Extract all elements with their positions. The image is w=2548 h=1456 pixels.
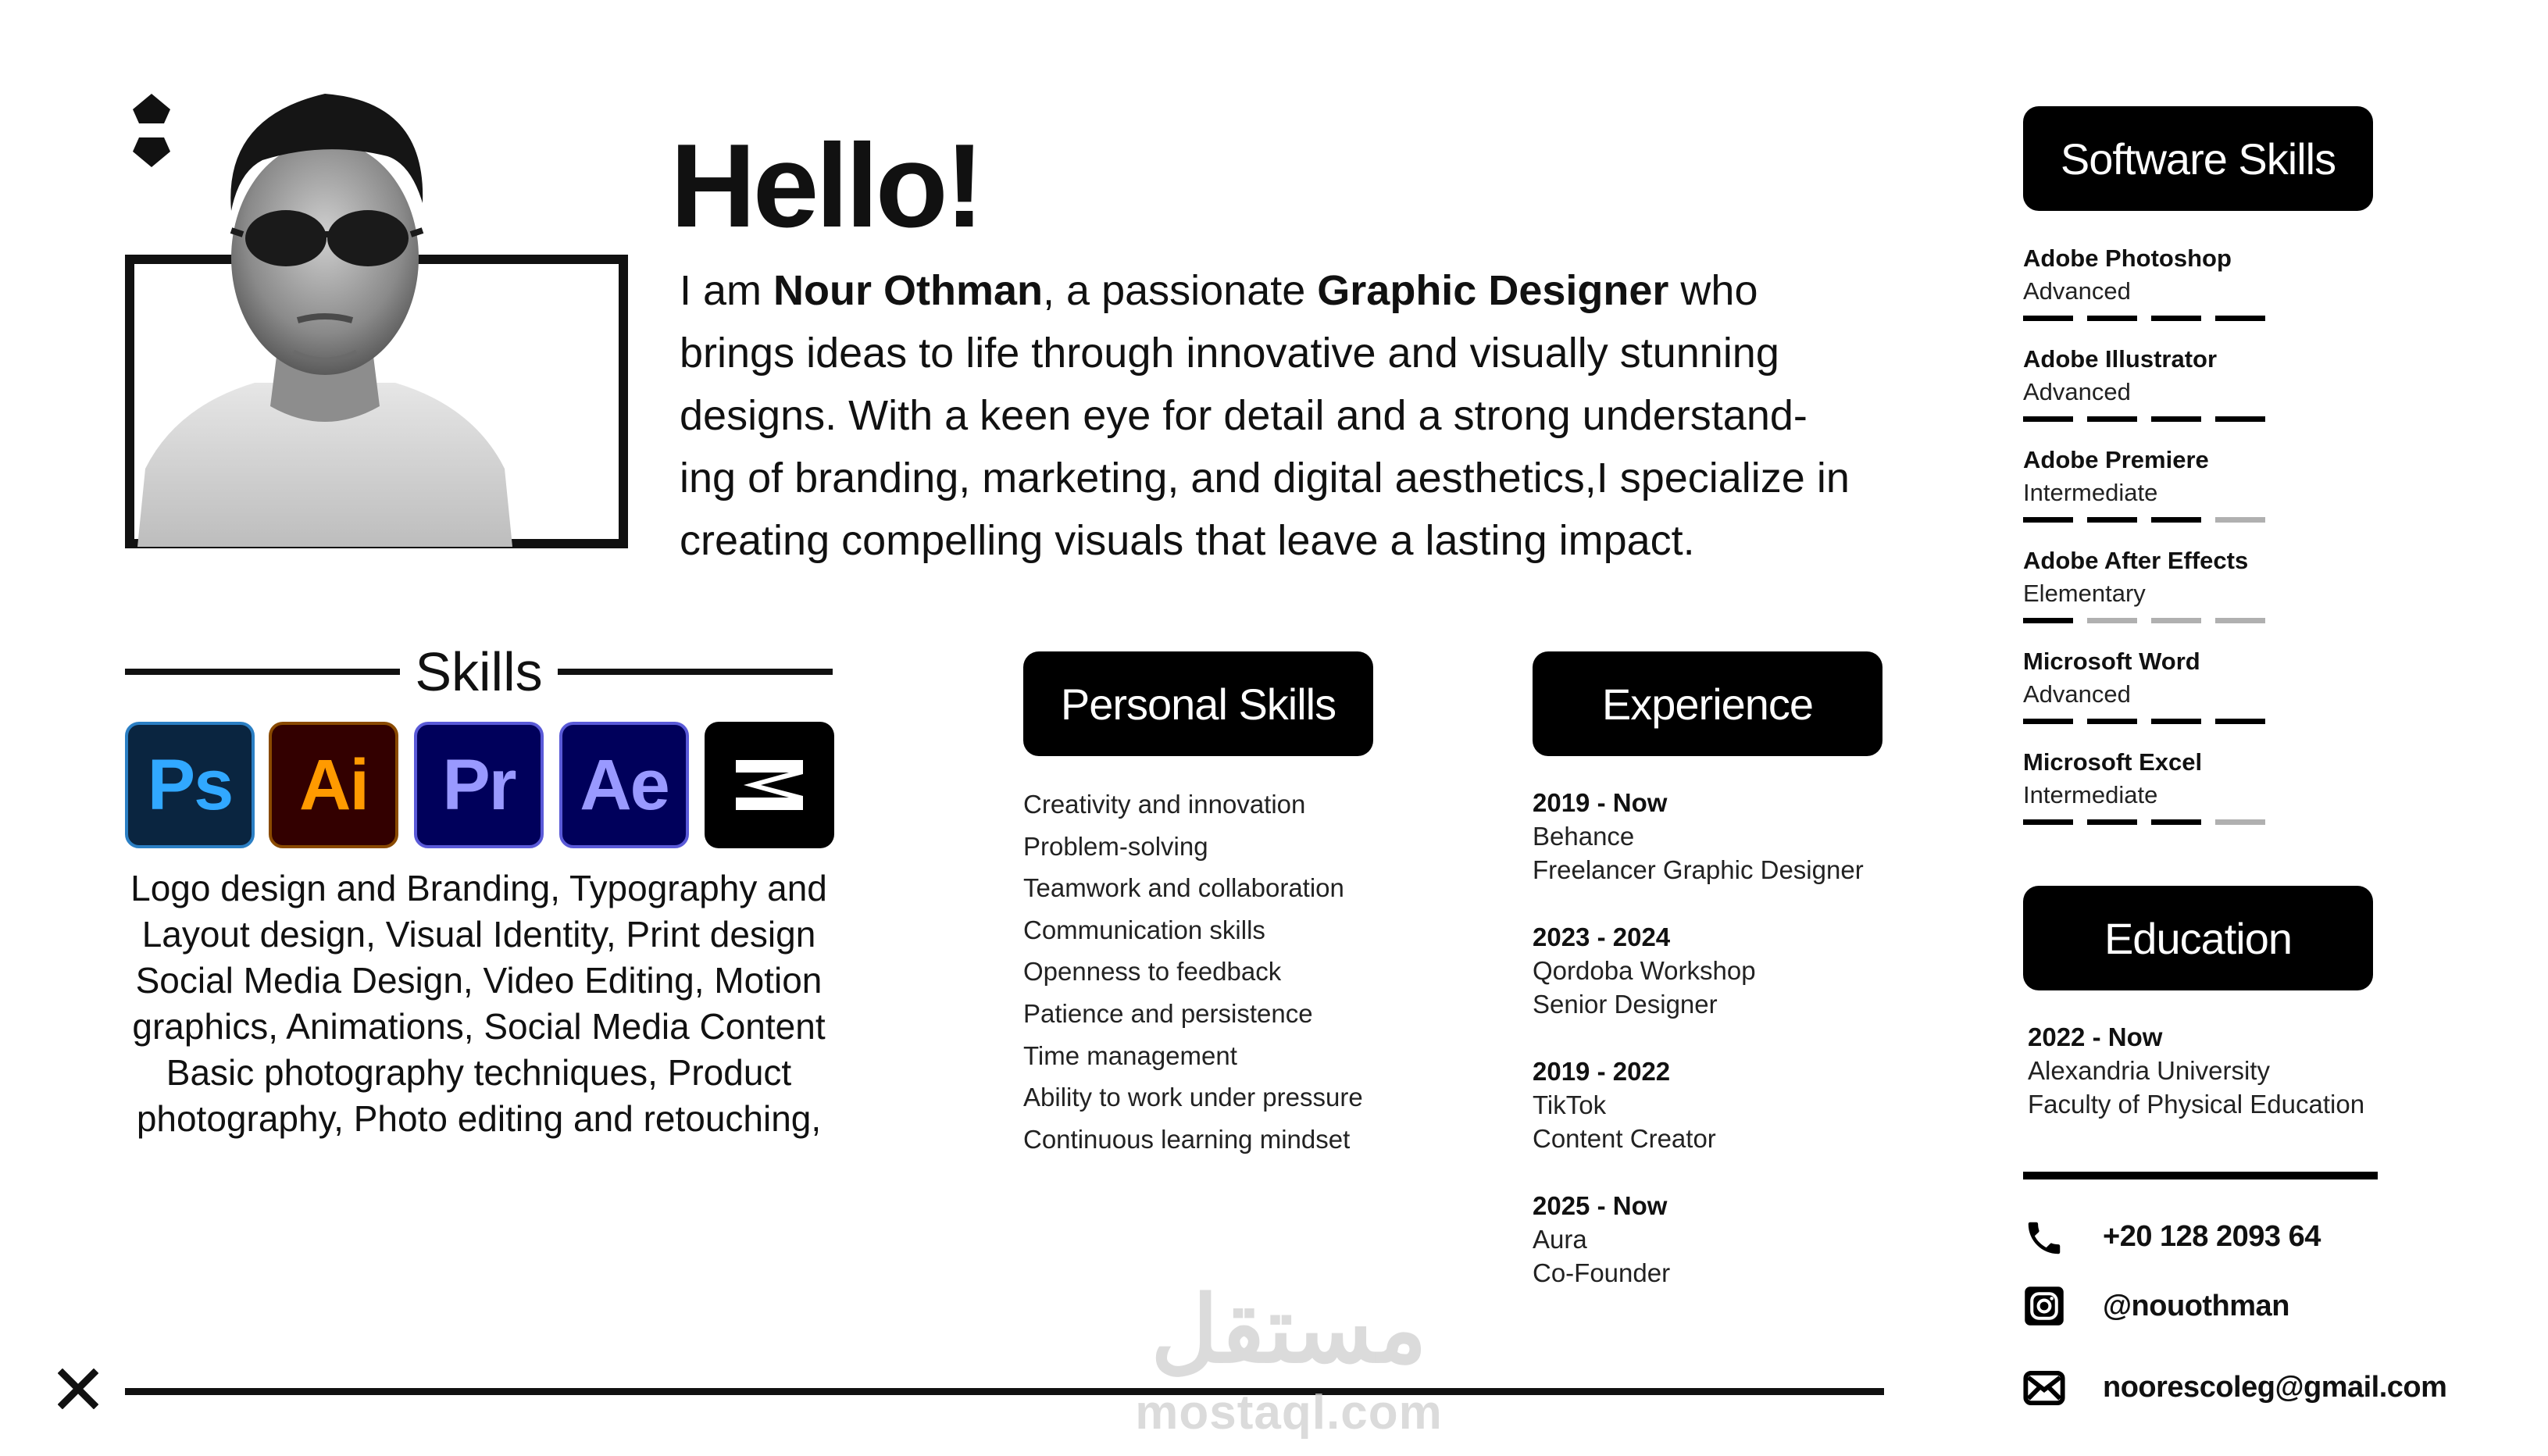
software-skill [2023,242,2351,321]
email-address[interactable]: noorescoleg@gmail.com [2103,1371,2447,1404]
software-skill [2023,746,2351,825]
software-level: Elementary [2023,580,2146,607]
skill-bar-filled [2023,517,2073,523]
skill-level-bars [2023,517,2351,523]
skill-bar-filled [2215,416,2265,422]
experience-role: Freelancer Graphic Designer [1533,855,1864,884]
education-header: Education [2023,886,2373,990]
intro-text: who brings ideas to life through innovative and visually stunning designs. With a keen eye for detail and a strong understand-ing of branding, marketing, and digital aesthetics,I specialize in creating compelling visuals that leave a lasting impact. [680,267,1850,564]
profile-photo [130,47,520,547]
illustrator-icon [269,722,398,848]
experience-entry [1533,786,1864,887]
software-name: Adobe Photoshop [2023,244,2232,272]
intro-text: , a passionate [1043,267,1318,314]
skill-level-bars [2023,316,2351,321]
software-skill [2023,343,2351,422]
experience-entry [1533,920,1756,1021]
mail-icon [2023,1367,2065,1409]
experience-org: Qordoba Workshop [1533,956,1756,985]
skills-divider-right [558,669,833,675]
after-effects-icon [559,722,689,848]
skill-bar-filled [2023,618,2073,623]
experience-entry [1533,1055,1716,1155]
skill-bar-filled [2215,719,2265,724]
experience-role: Senior Designer [1533,990,1718,1019]
person-role: Graphic Designer [1317,267,1669,314]
illustrator-icon-label: Ai [299,744,368,825]
skill-bar-empty [2215,517,2265,523]
experience-role: Content Creator [1533,1124,1716,1153]
after-effects-icon-label: Ae [580,744,669,825]
software-name: Adobe Illustrator [2023,345,2218,373]
skill-bar-empty [2087,618,2137,623]
intro-text: I am [680,267,774,314]
software-name: Adobe Premiere [2023,446,2209,473]
capcut-glyph-icon [726,746,812,824]
education-school: Alexandria University [2028,1056,2270,1085]
premiere-icon [414,722,544,848]
software-level: Advanced [2023,277,2131,305]
list-item: Time management [1023,1040,1237,1070]
skills-title: Skills [415,641,543,702]
experience-org: Behance [1533,822,1635,851]
experience-header: Experience [1533,651,1882,756]
experience-years: 2019 - 2022 [1533,1057,1671,1086]
software-name: Microsoft Excel [2023,748,2203,776]
education-entry [2028,1020,2364,1121]
personal-skills-list [1023,783,1363,1160]
software-name: Microsoft Word [2023,648,2200,675]
list-item: Creativity and innovation [1023,790,1306,819]
skill-bar-filled [2023,719,2073,724]
list-item: Continuous learning mindset [1023,1124,1351,1154]
skills-description: Logo design and Branding, Typography and Layout design, Visual Identity, Print design Social Media Design, Video Editing, Motion graphics, Animations, Social Media Content Basic photography techniques, Product photography, Photo editing and retouching, [130,868,827,1139]
experience-role: Co-Founder [1533,1258,1671,1287]
list-item: Patience and persistence [1023,998,1313,1028]
premiere-icon-label: Pr [442,744,516,825]
photoshop-icon-label: Ps [147,744,233,825]
software-name: Adobe After Effects [2023,547,2249,574]
skill-bar-empty [2215,618,2265,623]
skill-level-bars [2023,618,2351,623]
list-item: Openness to feedback [1023,957,1282,987]
skill-bar-filled [2087,719,2137,724]
skill-bar-filled [2087,517,2137,523]
skill-bar-filled [2151,316,2201,321]
software-skill [2023,645,2351,724]
software-level: Intermediate [2023,781,2158,808]
watermark-latin: mostaql.com [1135,1386,1443,1440]
skill-bar-filled [2151,416,2201,422]
instagram-icon [2023,1285,2065,1327]
experience-entry [1533,1189,1670,1290]
watermark-arabic: مستقل [1151,1279,1427,1382]
skill-level-bars [2023,416,2351,422]
list-item: Communication skills [1023,915,1265,944]
skill-bar-filled [2151,517,2201,523]
skill-level-bars [2023,819,2351,825]
personal-skills-header: Personal Skills [1023,651,1373,756]
photoshop-icon [125,722,255,848]
software-skills-header: Software Skills [2023,106,2373,211]
software-level: Advanced [2023,680,2131,708]
contact-divider [2023,1172,2378,1179]
skill-bar-filled [2087,819,2137,825]
list-item: Ability to work under pressure [1023,1083,1363,1112]
software-skill [2023,544,2351,623]
experience-years: 2025 - Now [1533,1191,1668,1220]
skill-bar-empty [2151,618,2201,623]
skill-bar-filled [2087,416,2137,422]
list-item: Problem-solving [1023,831,1208,861]
experience-years: 2019 - Now [1533,788,1668,817]
phone-icon [2023,1217,2065,1259]
skill-bar-filled [2023,316,2073,321]
skill-bar-filled [2151,819,2201,825]
software-skill [2023,444,2351,523]
intro-paragraph [680,259,1859,572]
bottom-divider [125,1388,1884,1395]
software-level: Intermediate [2023,479,2158,506]
skill-bar-filled [2023,416,2073,422]
capcut-icon [705,722,834,848]
software-level: Advanced [2023,378,2131,405]
experience-org: Aura [1533,1225,1587,1254]
experience-org: TikTok [1533,1090,1607,1119]
skill-bar-empty [2215,819,2265,825]
education-years: 2022 - Now [2028,1022,2163,1051]
skill-bar-filled [2215,316,2265,321]
experience-years: 2023 - 2024 [1533,922,1671,951]
education-faculty: Faculty of Physical Education [2028,1090,2365,1119]
skills-divider-left [125,669,400,675]
phone-number[interactable]: +20 128 2093 64 [2103,1220,2321,1253]
close-icon [58,1369,98,1409]
hello-heading: Hello! [670,120,982,252]
list-item: Teamwork and collaboration [1023,873,1344,903]
instagram-handle[interactable]: @nouothman [2103,1290,2289,1322]
skill-level-bars [2023,719,2351,724]
skill-bar-filled [2151,719,2201,724]
skill-bar-filled [2087,316,2137,321]
skill-bar-filled [2023,819,2073,825]
person-name: Nour Othman [773,267,1044,314]
